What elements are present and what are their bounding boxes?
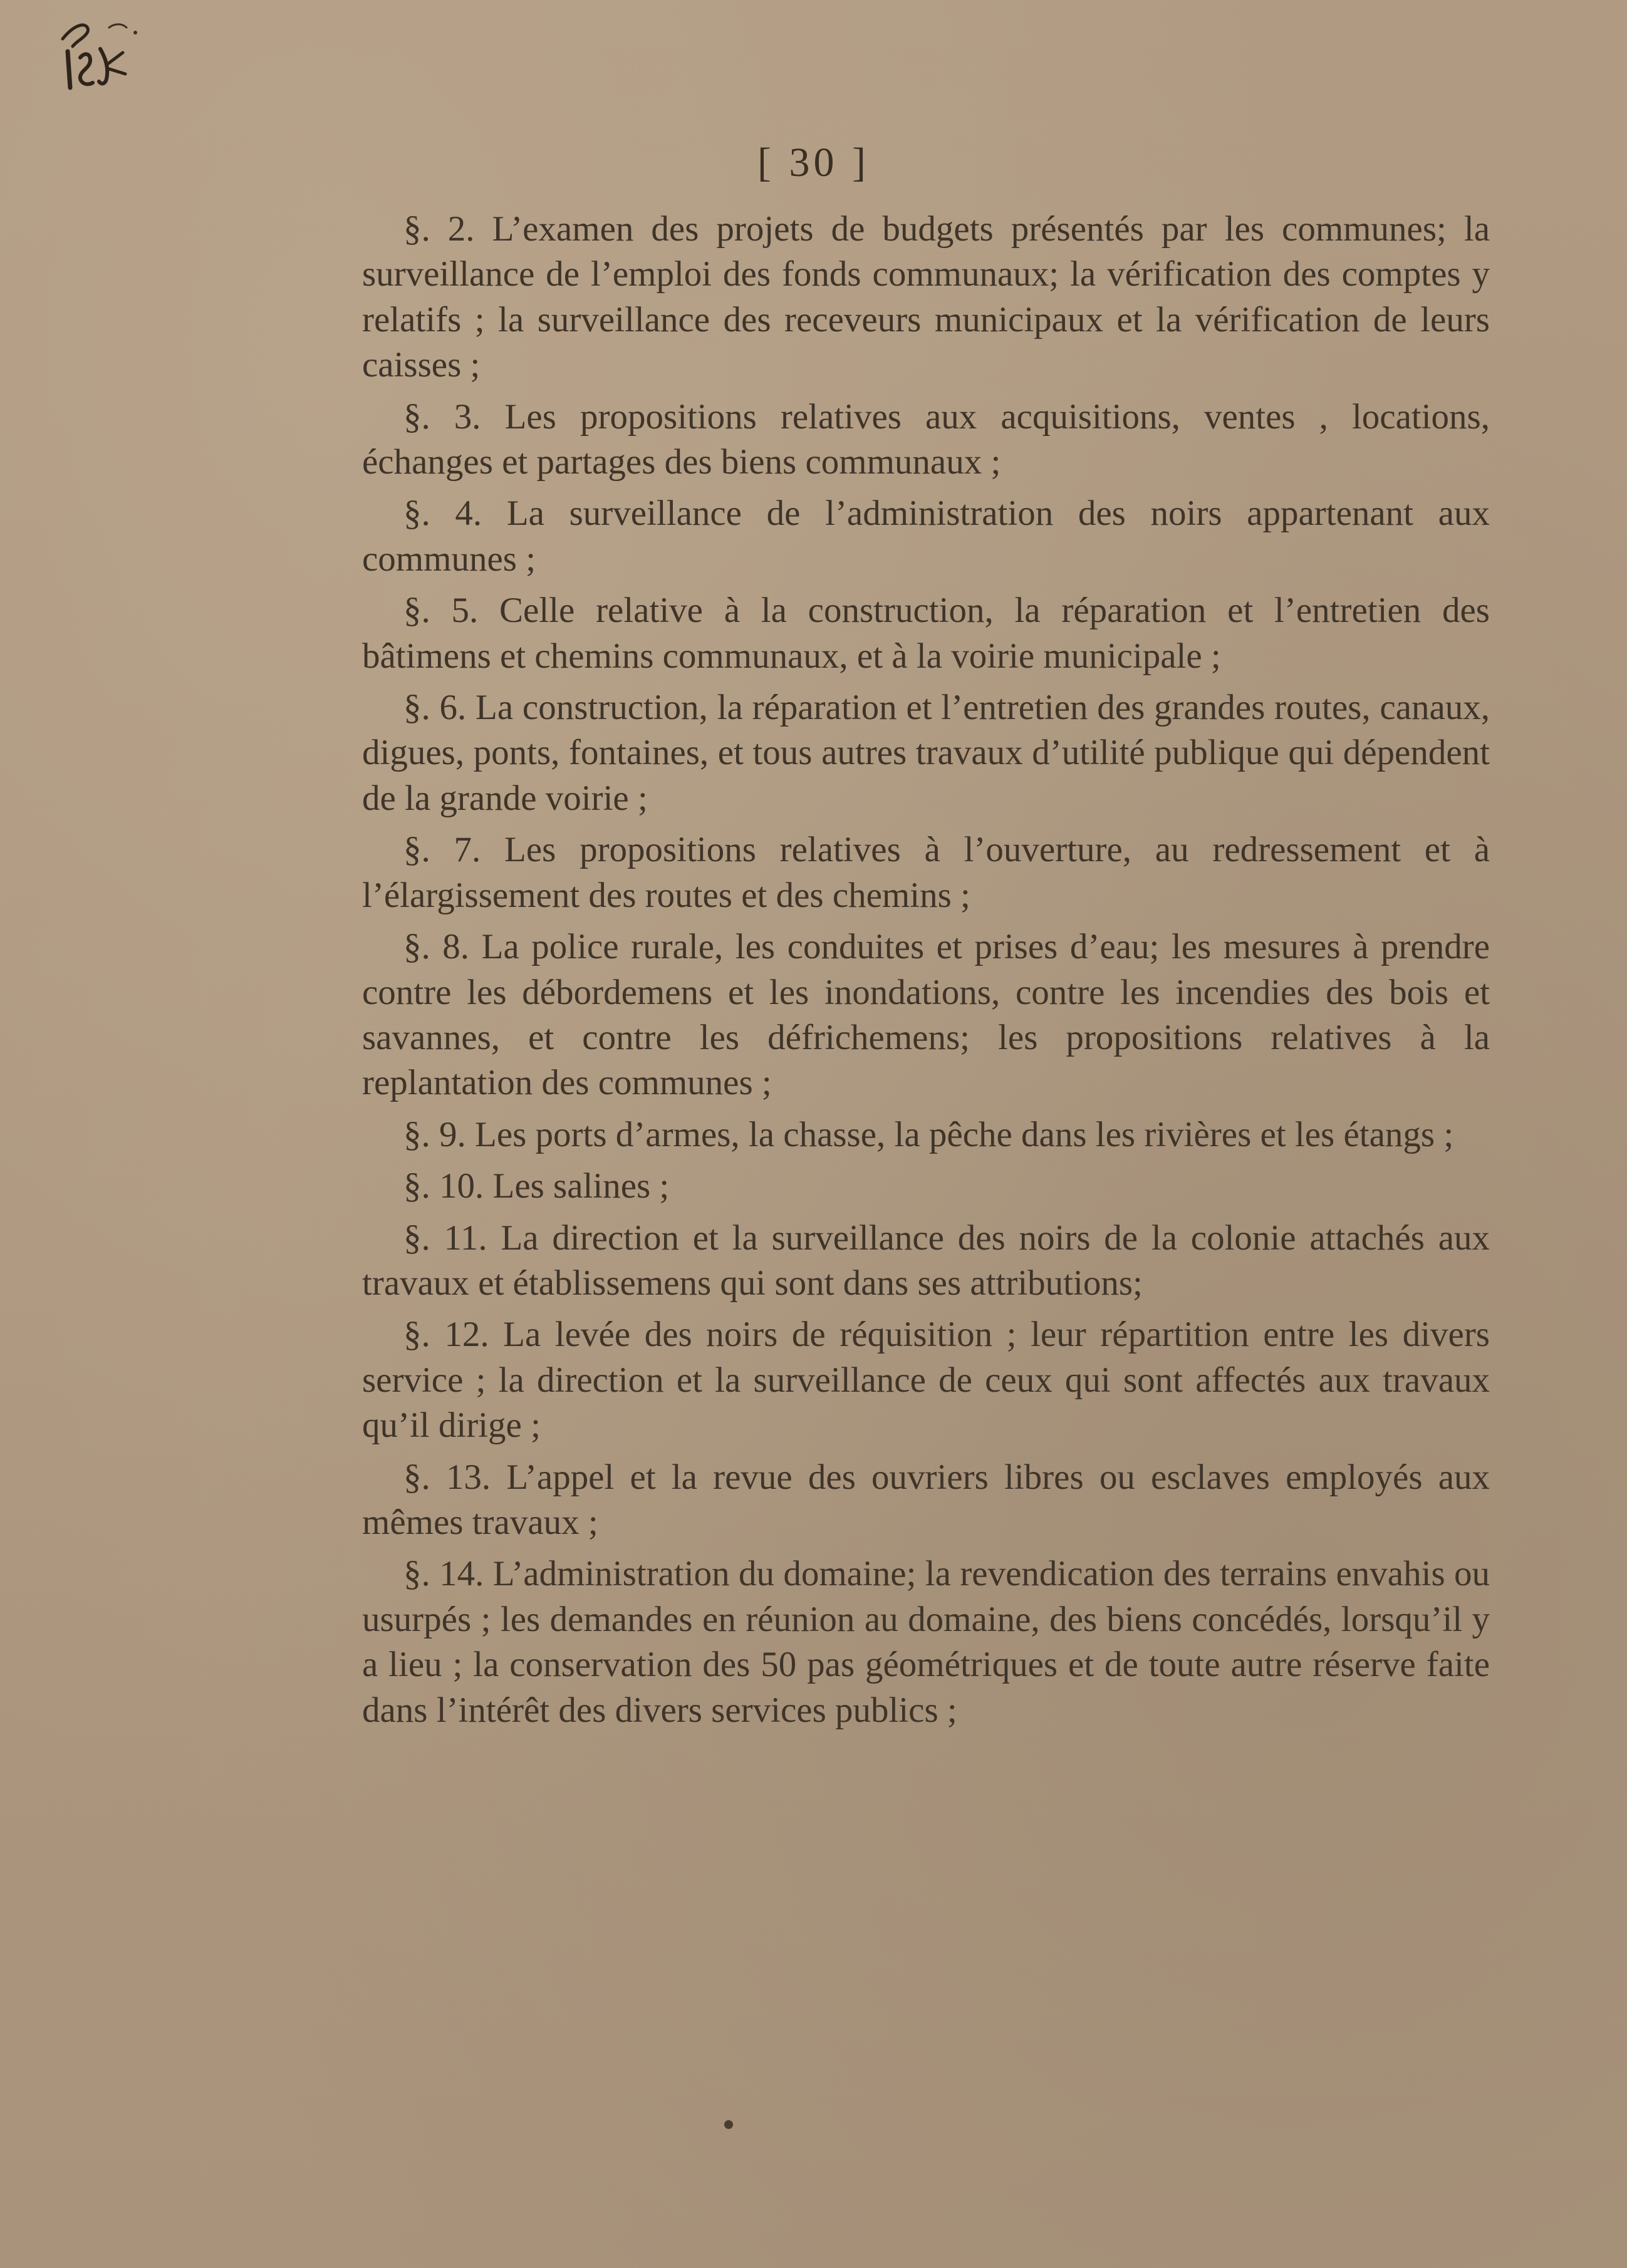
ink-dot [724,2120,733,2129]
paragraph-2: §. 2. L’examen des projets de budgets présentés par les communes; la surveillance de l’emploi des fonds communaux; la vérification des comptes y relatifs ; la surveillance des receveurs municipaux et la vérification de leurs caisses ; [362,209,1490,385]
paragraph-9: §. 9. Les ports d’armes, la chasse, la pêche dans les rivières et les étangs ; [403,1114,1454,1154]
paragraph-3: §. 3. Les propositions relatives aux acquisitions, ventes , locations, échanges et partages des biens communaux ; [362,396,1490,482]
body-text [362,207,1490,1739]
paragraph-10: §. 10. Les salines ; [403,1166,670,1206]
paragraph-11: §. 11. La direction et la surveillance des noirs de la colonie attachés aux travaux et établissemens qui sont dans ses attributions; [362,1218,1490,1303]
paragraph-12: §. 12. La levée des noirs de réquisition ; leur répartition entre les divers service ; la direction et la surveillance de ceux qui sont affectés aux travaux qu’il dirige ; [362,1315,1490,1446]
paragraph-4: §. 4. La surveillance de l’administration des noirs appartenant aux communes ; [362,494,1490,579]
paragraph-8: §. 8. La police rurale, les conduites et prises d’eau; les mesures à prendre contre les débordemens et les inondations, contre les incendies des bois et savannes, et contre les défrichemens; les propositions relatives à la replantation des communes ; [362,927,1490,1103]
paragraph-6: §. 6. La construction, la réparation et l’entretien des grandes routes, canaux, digues, ponts, fontaines, et tous autres travaux d’utilité publique qui dépendent de la grande voirie ; [362,688,1490,818]
paragraph-7: §. 7. Les propositions relatives à l’ouverture, au redressement et à l’élargissement des routes et des chemins ; [362,830,1490,915]
page-number: [ 30 ] [757,140,870,185]
handwritten-annotation-icon [49,14,143,101]
paragraph-5: §. 5. Celle relative à la construction, la réparation et l’entretien des bâtimens et chemins communaux, et à la voirie municipale ; [362,591,1490,676]
paragraph-14: §. 14. L’administration du domaine; la revendication des terrains envahis ou usurpés ; les demandes en réunion au domaine, des biens concédés, lorsqu’il y a lieu ; la conservation des 50 pas géométriques et de toute autre réserve faite dans l’intérêt des divers services publics ; [362,1554,1490,1730]
paragraph-13: §. 13. L’appel et la revue des ouvriers libres ou esclaves employés aux mêmes travaux ; [362,1457,1490,1542]
